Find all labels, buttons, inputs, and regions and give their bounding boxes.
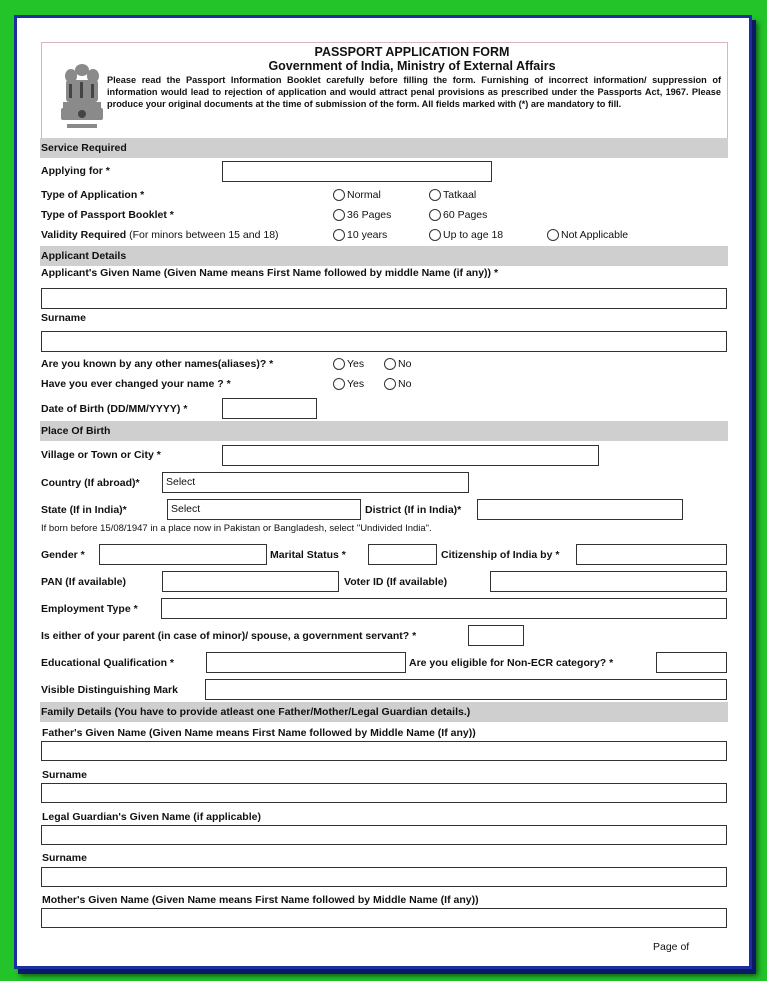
pan-input[interactable]	[162, 571, 339, 592]
marital-status-input[interactable]	[368, 544, 437, 565]
radio-10-years-label: 10 years	[347, 229, 388, 241]
radio-circle-icon	[384, 358, 396, 370]
radio-circle-icon	[333, 378, 345, 390]
education-label: Educational Qualification *	[41, 657, 175, 669]
mother-name-label: Mother's Given Name (Given Name means First Name followed by Middle Name (If any))	[42, 894, 479, 906]
radio-aliases-no-label: No	[398, 358, 412, 370]
village-input[interactable]	[222, 445, 599, 466]
radio-60-pages-label: 60 Pages	[443, 209, 488, 221]
validity-label	[41, 229, 279, 241]
voter-id-label: Voter ID (If available)	[344, 576, 448, 588]
country-select[interactable]: Select	[162, 472, 469, 493]
education-input[interactable]	[206, 652, 406, 673]
radio-circle-icon	[333, 209, 345, 221]
state-select[interactable]: Select	[167, 499, 361, 520]
radio-not-applicable-label: Not Applicable	[561, 229, 629, 241]
radio-circle-icon	[384, 378, 396, 390]
radio-circle-icon	[333, 189, 345, 201]
radio-aliases-no[interactable]	[384, 358, 411, 370]
intro-text: Please read the Passport Information Booklet carefully before filling the form. Furnishing of incorrect information/ suppression of information would lead to rejection of application and would attract penal provisions as prescribed under the Passports Act, 1967. Please produce your original documents at the time of submission of the form. All fields marked with (*) are mandatory to fill.	[107, 75, 721, 109]
village-label: Village or Town or City *	[41, 449, 161, 461]
voter-id-input[interactable]	[490, 571, 727, 592]
booklet-label: Type of Passport Booklet *	[41, 209, 174, 221]
citizenship-label: Citizenship of India by *	[441, 549, 560, 561]
radio-tatkaal[interactable]	[429, 189, 476, 201]
father-surname-label: Surname	[42, 769, 87, 781]
radio-60-pages[interactable]	[429, 209, 487, 221]
employment-input[interactable]	[161, 598, 727, 619]
guardian-surname-label: Surname	[42, 852, 87, 864]
national-emblem-icon	[57, 58, 107, 140]
applying-for-input[interactable]	[222, 161, 492, 182]
section-family-details: Family Details (You have to provide atleast one Father/Mother/Legal Guardian details.)	[40, 702, 728, 722]
form-frame	[14, 15, 752, 969]
guardian-name-label: Legal Guardian's Given Name (if applicable)	[42, 811, 261, 823]
validity-note: (For minors between 15 and 18)	[129, 229, 279, 241]
birth-note: If born before 15/08/1947 in a place now in Pakistan or Bangladesh, select "Undivided India".	[41, 523, 432, 534]
non-ecr-label: Are you eligible for Non-ECR category? *	[409, 657, 614, 669]
govt-servant-input[interactable]	[468, 625, 524, 646]
state-label: State (If in India)*	[41, 504, 127, 516]
pan-label: PAN (If available)	[41, 576, 126, 588]
non-ecr-input[interactable]	[656, 652, 727, 673]
radio-10-years[interactable]	[333, 229, 387, 241]
country-label: Country (If abroad)*	[41, 477, 140, 489]
father-name-input[interactable]	[41, 741, 727, 761]
radio-36-pages-label: 36 Pages	[347, 209, 392, 221]
radio-36-pages[interactable]	[333, 209, 391, 221]
validity-label-text: Validity Required	[41, 229, 127, 241]
radio-normal-label: Normal	[347, 189, 381, 201]
father-name-label: Father's Given Name (Given Name means First Name followed by Middle Name (If any))	[42, 727, 476, 739]
radio-circle-icon	[429, 209, 441, 221]
radio-circle-icon	[429, 189, 441, 201]
radio-circle-icon	[547, 229, 559, 241]
radio-aliases-yes[interactable]	[333, 358, 364, 370]
changed-name-label: Have you ever changed your name ? *	[41, 378, 231, 390]
radio-normal[interactable]	[333, 189, 381, 201]
radio-not-applicable[interactable]	[547, 229, 628, 241]
section-applicant-details: Applicant Details	[40, 246, 728, 266]
aliases-label: Are you known by any other names(aliases)? *	[41, 358, 274, 370]
distinguishing-mark-label: Visible Distinguishing Mark	[41, 684, 178, 696]
applying-for-label: Applying for *	[41, 165, 110, 177]
guardian-name-input[interactable]	[41, 825, 727, 845]
radio-changed-yes[interactable]	[333, 378, 364, 390]
page-number: Page of	[653, 941, 690, 953]
marital-status-label: Marital Status *	[270, 549, 346, 561]
radio-circle-icon	[333, 358, 345, 370]
district-label: District (If in India)*	[365, 504, 462, 516]
father-surname-input[interactable]	[41, 783, 727, 803]
form-title: PASSPORT APPLICATION FORM	[314, 45, 510, 59]
employment-label: Employment Type *	[41, 603, 138, 615]
section-service-required: Service Required	[40, 138, 728, 158]
radio-circle-icon	[333, 229, 345, 241]
surname-input[interactable]	[41, 331, 727, 352]
section-place-of-birth: Place Of Birth	[40, 421, 728, 441]
radio-aliases-yes-label: Yes	[347, 358, 365, 370]
govt-servant-label: Is either of your parent (in case of minor)/ spouse, a government servant? *	[41, 630, 417, 642]
district-input[interactable]	[477, 499, 683, 520]
dob-label: Date of Birth (DD/MM/YYYY) *	[41, 403, 188, 415]
radio-changed-yes-label: Yes	[347, 378, 365, 390]
guardian-surname-input[interactable]	[41, 867, 727, 887]
form-subtitle: Government of India, Ministry of External Affairs	[268, 59, 556, 73]
given-name-label: Applicant's Given Name (Given Name means First Name followed by middle Name (if any)) *	[41, 267, 499, 279]
radio-up-to-18-label: Up to age 18	[443, 229, 504, 241]
given-name-input[interactable]	[41, 288, 727, 309]
mother-name-input[interactable]	[41, 908, 727, 928]
radio-tatkaal-label: Tatkaal	[443, 189, 477, 201]
gender-input[interactable]	[99, 544, 267, 565]
dob-input[interactable]	[222, 398, 317, 419]
radio-changed-no-label: No	[398, 378, 412, 390]
radio-up-to-18[interactable]	[429, 229, 503, 241]
gender-label: Gender *	[41, 549, 85, 561]
surname-label: Surname	[41, 312, 86, 324]
radio-circle-icon	[429, 229, 441, 241]
distinguishing-mark-input[interactable]	[205, 679, 727, 700]
type-of-application-label: Type of Application *	[41, 189, 145, 201]
form-page	[17, 18, 749, 966]
citizenship-input[interactable]	[576, 544, 727, 565]
radio-changed-no[interactable]	[384, 378, 411, 390]
